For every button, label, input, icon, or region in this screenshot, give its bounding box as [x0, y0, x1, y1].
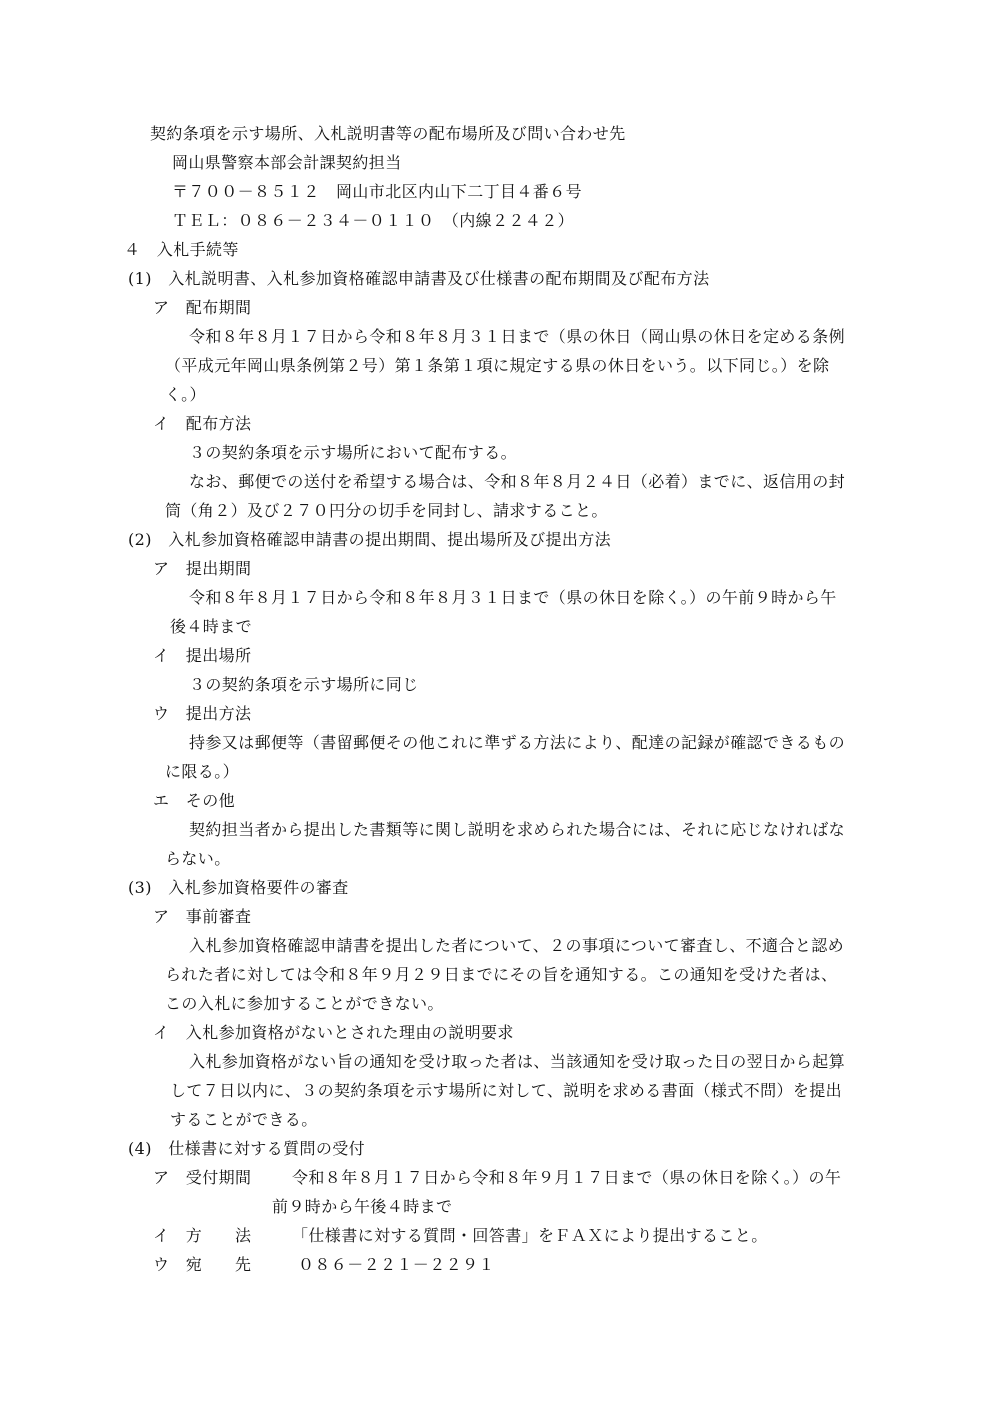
subsection-4-title: (4) 仕様書に対する質問の受付 [128, 1139, 366, 1158]
s1-b-line: ３の契約条項を示す場所において配布する。 [189, 443, 518, 462]
subsection-2-title: (2) 入札参加資格確認申請書の提出期間、提出場所及び提出方法 [128, 530, 612, 549]
s4-c-text: ０８６－２２１－２２９１ [298, 1255, 495, 1274]
s4-b-text: 「仕様書に対する質問・回答書」をＦＡＸにより提出すること。 [292, 1226, 768, 1245]
s1-b-title: イ 配布方法 [153, 414, 252, 433]
s1-a-line: （平成元年岡山県条例第２号）第１条第１項に規定する県の休日をいう。以下同じ。）を除 [165, 356, 830, 375]
s2-a-line: 令和８年８月１７日から令和８年８月３１日まで（県の休日を除く。）の午前９時から午 [189, 588, 837, 607]
s2-d-title: エ その他 [153, 791, 236, 810]
s3-a-line: られた者に対しては令和８年９月２９日までにその旨を通知する。この通知を受けた者は、 [165, 965, 838, 984]
s3-a-line: 入札参加資格確認申請書を提出した者について、２の事項について審査し、不適合と認め [189, 936, 845, 955]
s1-a-line: 令和８年８月１７日から令和８年８月３１日まで（県の休日（岡山県の休日を定める条例 [189, 327, 846, 346]
subsection-3-title: (3) 入札参加資格要件の審査 [128, 878, 349, 897]
contact-heading: 契約条項を示す場所、入札説明書等の配布場所及び問い合わせ先 [150, 124, 626, 143]
s4-a-label: ア 受付期間 [153, 1168, 252, 1187]
s2-c-line: 持参又は郵便等（書留郵便その他これに準ずる方法により、配達の記録が確認できるもの [189, 733, 846, 752]
section-title: ４ 入札手続等 [124, 240, 239, 259]
s1-a-title: ア 配布期間 [153, 298, 252, 317]
s4-c-label: ウ 宛 先 [153, 1255, 252, 1274]
contact-tel: ＴＥＬ：０８６－２３４－０１１０ （内線２２４２） [172, 211, 575, 230]
s3-b-title: イ 入札参加資格がないとされた理由の説明要求 [153, 1023, 514, 1042]
s3-b-line: することができる。 [170, 1110, 318, 1129]
s2-d-line: 契約担当者から提出した書類等に関し説明を求められた場合には、それに応じなければな [189, 820, 846, 839]
s3-b-line: して７日以内に、３の契約条項を示す場所に対して、説明を求める書面（様式不問）を提出 [170, 1081, 843, 1100]
s1-b-line: なお、郵便での送付を希望する場合は、令和８年８月２４日（必着）までに、返信用の封 [189, 472, 846, 491]
s4-b-label: イ 方 法 [153, 1226, 252, 1245]
s3-a-title: ア 事前審査 [153, 907, 252, 926]
s4-a-line: 令和８年８月１７日から令和８年９月１７日まで（県の休日を除く。）の午 [292, 1168, 842, 1187]
s2-b-title: イ 提出場所 [153, 646, 252, 665]
contact-address: 〒７００－８５１２ 岡山市北区内山下二丁目４番６号 [172, 182, 583, 201]
s1-a-line: く。） [165, 385, 206, 404]
contact-office: 岡山県警察本部会計課契約担当 [172, 153, 402, 172]
s2-d-line: らない。 [165, 849, 231, 868]
s1-b-line: 筒（角２）及び２７０円分の切手を同封し、請求すること。 [165, 501, 608, 520]
s3-a-line: この入札に参加することができない。 [165, 994, 444, 1013]
s2-c-line: に限る。） [165, 762, 240, 781]
s2-a-line: 後４時まで [170, 617, 253, 636]
s2-c-title: ウ 提出方法 [153, 704, 252, 723]
s2-b-line: ３の契約条項を示す場所に同じ [189, 675, 419, 694]
s4-a-line: 前９時から午後４時まで [272, 1197, 453, 1216]
s3-b-line: 入札参加資格がない旨の通知を受け取った者は、当該通知を受け取った日の翌日から起算 [189, 1052, 846, 1071]
s2-a-title: ア 提出期間 [153, 559, 252, 578]
subsection-1-title: (1) 入札説明書、入札参加資格確認申請書及び仕様書の配布期間及び配布方法 [128, 269, 710, 288]
